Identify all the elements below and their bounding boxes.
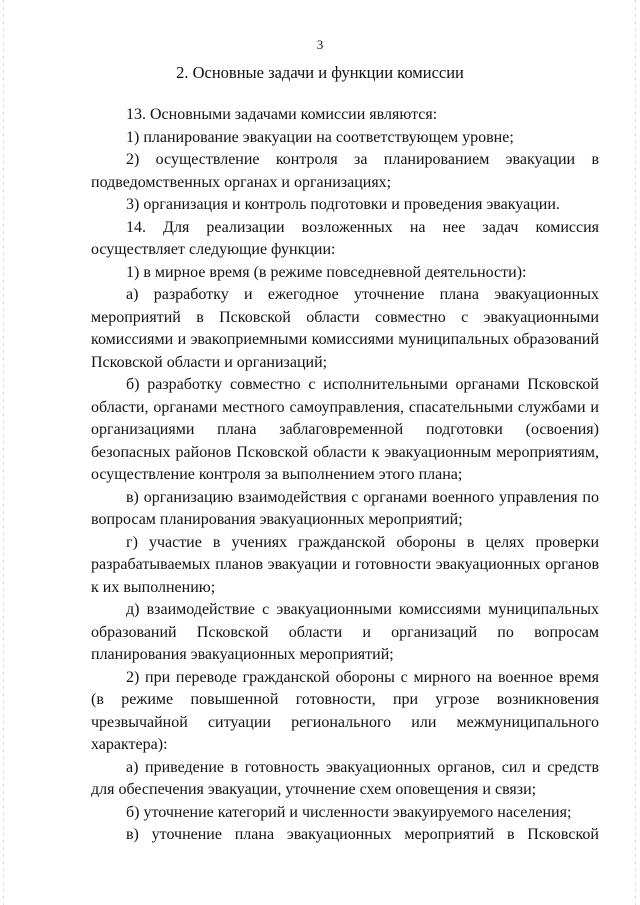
body-text: [91, 104, 599, 847]
paragraph-13-item-2: 2) осуществление контроля за планированием эвакуации в подведомственных органах и организациях;: [91, 151, 599, 191]
section-title: 2. Основные задачи и функции комиссии: [176, 63, 464, 82]
paragraph-14-item-1: 1) в мирное время (в режиме повседневной деятельности):: [126, 263, 527, 281]
page-number: 3: [316, 37, 324, 52]
paragraph-13-item-1: 1) планирование эвакуации на соответствующем уровне;: [126, 128, 514, 146]
paragraph-14-1-g: г) участие в учениях гражданской обороны в целях проверки разрабатываемых планов эвакуации и готовности эвакуационных органов к их выполнению;: [91, 533, 599, 596]
paragraph-14-2-a: а) приведение в готовность эвакуационных органов, сил и средств для обеспечения эвакуации, уточнение схем оповещения и связи;: [91, 758, 599, 798]
paragraph-14-1-d: д) взаимодействие с эвакуационными комиссиями муниципальных образований Псковской области и организаций по вопросам планирования эвакуационных мероприятий;: [91, 601, 599, 663]
paragraph-14-1-b: б) разработку совместно с исполнительными органами Псковской области, органами местного самоуправления, спасательными службами и организациями плана заблаговременной подготовки (освоения) безопасных районов Псковской области к эвакуационным мероприятиям, осуществление контроля за выполнением этого плана;: [91, 376, 599, 483]
scan-edge-right: [635, 0, 636, 905]
paragraph-14-1-v: в) организацию взаимодействия с органами военного управления по вопросам планирования эвакуационных мероприятий;: [91, 488, 599, 528]
paragraph-14: 14. Для реализации возложенных на нее задач комиссия осуществляет следующие функции:: [91, 218, 599, 258]
paragraph-13-item-3: 3) организация и контроль подготовки и проведения эвакуации.: [126, 196, 560, 213]
paragraph-14-item-2: 2) при переводе гражданской обороны с мирного на военное время (в режиме повышенной готовности, при угрозе возникновения чрезвычайной ситуации регионального или межмуниципального характера):: [91, 668, 599, 753]
paragraph-14-2-v: в) уточнение плана эвакуационных мероприятий в Псковской: [126, 826, 599, 843]
scan-edge-left: [3, 0, 4, 905]
paragraph-13: 13. Основными задачами комиссии являются:: [126, 106, 438, 123]
paragraph-14-2-b: б) уточнение категорий и численности эвакуируемого населения;: [126, 803, 572, 821]
paragraph-14-1-a: а) разработку и ежегодное уточнение плана эвакуационных мероприятий в Псковской области совместно с эвакуационными комиссиями и эвакоприемными комиссиями муниципальных образований Псковской области и организаций;: [91, 286, 599, 371]
